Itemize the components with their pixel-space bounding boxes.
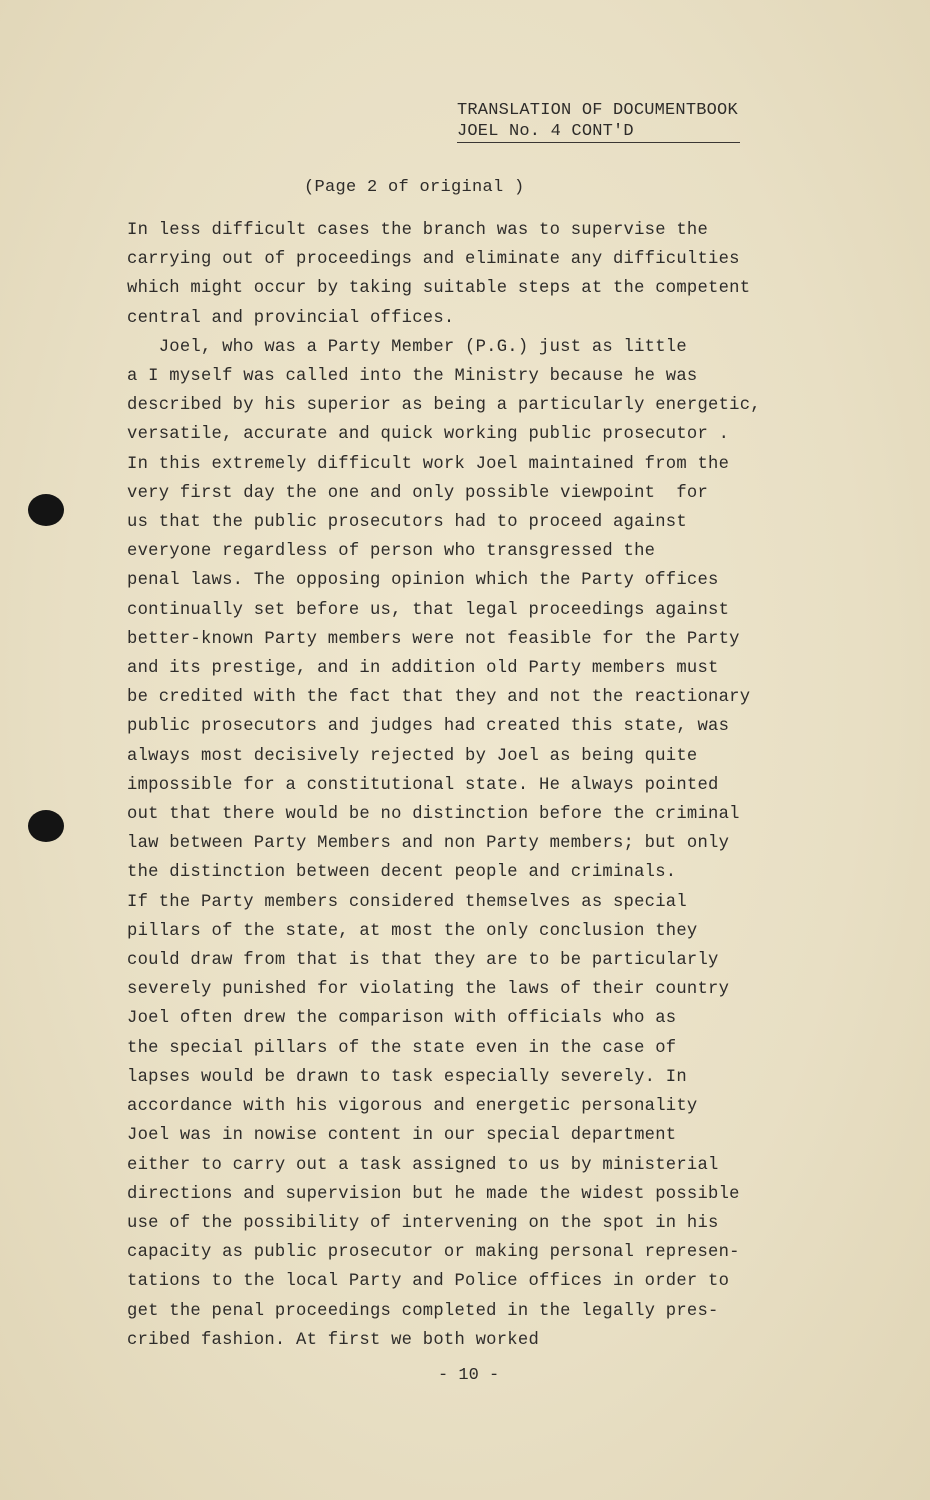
header-subtitle: JOEL No. 4 CONT'D (457, 121, 740, 143)
text-line: In less difficult cases the branch was to supervise the (127, 221, 709, 240)
text-line: If the Party members considered themselves as special (127, 892, 687, 912)
text-line: impossible for a constitutional state. He always pointed (127, 775, 719, 795)
text-line: get the penal proceedings completed in the legally pres- (127, 1301, 719, 1321)
text-line: Joel was in nowise content in our special department (127, 1126, 677, 1146)
text-line: lapses would be drawn to task especially severely. In (127, 1067, 687, 1087)
text-line: either to carry out a task assigned to us by ministerial (127, 1155, 719, 1175)
text-line: Joel often drew the comparison with officials who as (127, 1009, 677, 1029)
text-line: could draw from that is that they are to be particularly (127, 951, 719, 971)
text-line: be credited with the fact that they and not the reactionary (127, 688, 751, 708)
body-text (127, 216, 847, 1355)
text-line: Joel, who was a Party Member (P.G.) just as little (127, 337, 687, 357)
text-line: In this extremely difficult work Joel maintained from the (127, 454, 730, 474)
text-line: law between Party Members and non Party members; but only (127, 834, 730, 854)
text-line: described by his superior as being a particularly energetic, (127, 396, 761, 416)
text-line: directions and supervision but he made the widest possible (127, 1184, 740, 1204)
text-line: severely punished for violating the laws of their country (127, 980, 730, 1000)
punch-hole (28, 810, 64, 842)
text-line: use of the possibility of intervening on the spot in his (127, 1213, 719, 1233)
text-line: the distinction between decent people and criminals. (127, 863, 677, 883)
text-line: always most decisively rejected by Joel as being quite (127, 746, 698, 766)
header-title: TRANSLATION OF DOCUMENTBOOK (457, 101, 738, 120)
text-line: and its prestige, and in addition old Party members must (127, 659, 719, 679)
text-line: versatile, accurate and quick working public prosecutor . (127, 425, 730, 445)
text-line: better-known Party members were not feasible for the Party (127, 629, 740, 649)
text-line: pillars of the state, at most the only conclusion they (127, 921, 698, 941)
text-line: public prosecutors and judges had created this state, was (127, 717, 730, 737)
text-line: cribed fashion. At first we both worked (127, 1330, 540, 1350)
text-line: which might occur by taking suitable steps at the competent (127, 279, 751, 299)
document-header (457, 100, 740, 143)
text-line: everyone regardless of person who transgressed the (127, 542, 656, 562)
text-line: continually set before us, that legal proceedings against (127, 600, 730, 620)
text-line: tations to the local Party and Police offices in order to (127, 1272, 730, 1292)
text-line: a I myself was called into the Ministry because he was (127, 367, 698, 387)
text-line: out that there would be no distinction before the criminal (127, 805, 740, 825)
text-line: penal laws. The opposing opinion which the Party offices (127, 571, 719, 591)
page-note: (Page 2 of original ) (304, 178, 525, 197)
punch-hole (28, 494, 64, 526)
text-line: carrying out of proceedings and eliminate any difficulties (127, 250, 740, 270)
text-line: us that the public prosecutors had to proceed against (127, 513, 687, 533)
text-line: central and provincial offices. (127, 308, 455, 328)
text-line: the special pillars of the state even in the case of (127, 1038, 677, 1058)
text-line: capacity as public prosecutor or making personal represen- (127, 1243, 740, 1263)
text-line: very first day the one and only possible viewpoint for (127, 483, 709, 503)
page-number: - 10 - (438, 1366, 500, 1385)
text-line: accordance with his vigorous and energetic personality (127, 1097, 698, 1117)
